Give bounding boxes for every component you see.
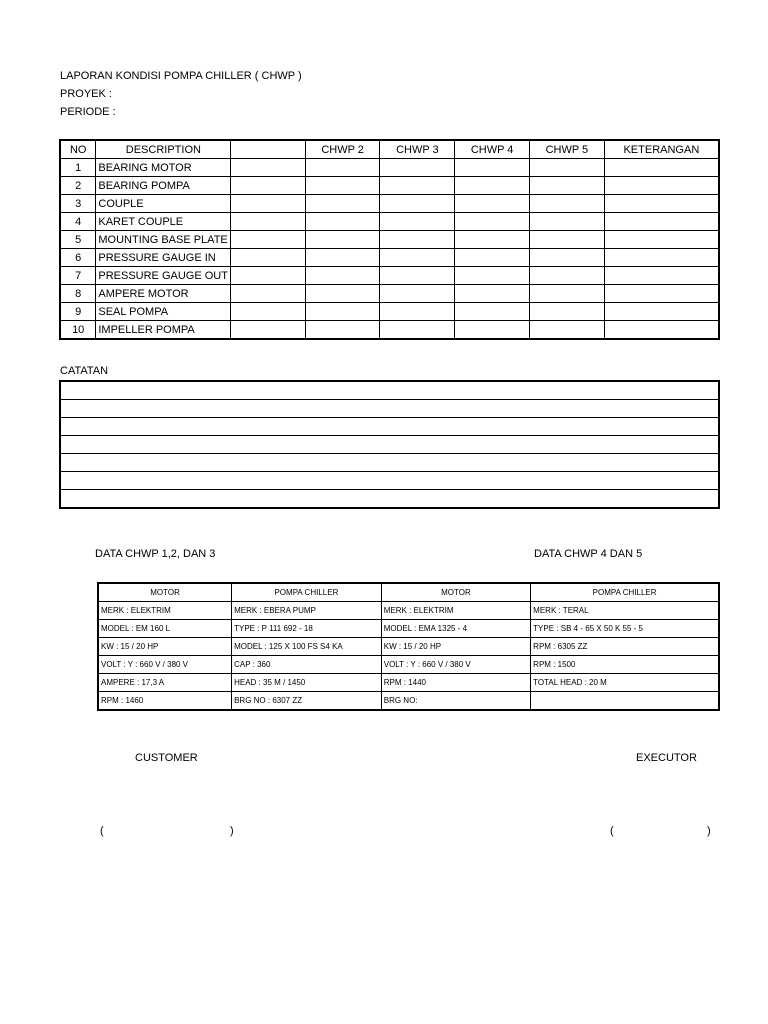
table-cell [305, 195, 380, 213]
spec-cell: KW : 15 / 20 HP [98, 638, 232, 656]
table-row [60, 177, 719, 195]
table-cell [380, 285, 455, 303]
header-blank [231, 140, 305, 159]
spec-cell: RPM : 6305 ZZ [531, 638, 719, 656]
table-row [98, 620, 719, 638]
header-chwp-2: CHWP 2 [305, 140, 380, 159]
table-row [60, 231, 719, 249]
spec-cell: VOLT : Y : 660 V / 380 V [381, 656, 530, 674]
specs-header-pompa-chiller: POMPA CHILLER [232, 583, 382, 602]
notes-line [60, 490, 719, 509]
table-cell [231, 213, 305, 231]
row-description: AMPERE MOTOR [96, 285, 231, 303]
row-description: BEARING POMPA [96, 177, 231, 195]
table-row [60, 303, 719, 321]
table-cell [380, 321, 455, 340]
notes-cell [60, 454, 719, 472]
table-row [60, 195, 719, 213]
table-cell [529, 231, 604, 249]
spec-cell [531, 692, 719, 711]
table-cell [529, 321, 604, 340]
notes-cell [60, 472, 719, 490]
executor-sign-open: ( [610, 825, 614, 837]
notes-line [60, 436, 719, 454]
table-cell [529, 267, 604, 285]
notes-cell [60, 436, 719, 454]
table-cell [604, 267, 719, 285]
row-description: BEARING MOTOR [96, 159, 231, 177]
table-cell [305, 267, 380, 285]
row-description: PRESSURE GAUGE IN [96, 249, 231, 267]
row-number: 7 [60, 267, 96, 285]
notes-label: CATATAN [60, 365, 109, 377]
table-cell [604, 231, 719, 249]
row-description: KARET COUPLE [96, 213, 231, 231]
table-cell [604, 213, 719, 231]
spec-cell: TYPE : SB 4 - 65 X 50 K 55 - 5 [531, 620, 719, 638]
table-cell [455, 321, 530, 340]
customer-sign-open: ( [100, 825, 104, 837]
spec-cell: KW : 15 / 20 HP [381, 638, 530, 656]
table-cell [455, 231, 530, 249]
table-cell [231, 267, 305, 285]
header-description: DESCRIPTION [96, 140, 231, 159]
spec-cell: MERK : ELEKTRIM [98, 602, 232, 620]
row-number: 4 [60, 213, 96, 231]
notes-table [59, 380, 720, 509]
spec-cell: VOLT : Y : 660 V / 380 V [98, 656, 232, 674]
report-title: LAPORAN KONDISI POMPA CHILLER ( CHWP ) [60, 70, 302, 82]
table-cell [604, 177, 719, 195]
row-description: IMPELLER POMPA [96, 321, 231, 340]
table-cell [305, 303, 380, 321]
table-cell [455, 249, 530, 267]
data-title-right: DATA CHWP 4 DAN 5 [534, 548, 643, 560]
notes-line [60, 400, 719, 418]
table-cell [380, 231, 455, 249]
spec-cell: AMPERE : 17,3 A [98, 674, 232, 692]
spec-cell: MODEL : EMA 1325 - 4 [381, 620, 530, 638]
table-row [98, 674, 719, 692]
executor-label: EXECUTOR [636, 752, 697, 764]
table-cell [380, 249, 455, 267]
table-cell [455, 267, 530, 285]
spec-cell: TOTAL HEAD : 20 M [531, 674, 719, 692]
row-description: MOUNTING BASE PLATE [96, 231, 231, 249]
table-cell [305, 249, 380, 267]
spec-cell: CAP : 360 [232, 656, 382, 674]
table-cell [604, 321, 719, 340]
table-cell [455, 213, 530, 231]
table-cell [305, 321, 380, 340]
row-number: 8 [60, 285, 96, 303]
table-cell [305, 213, 380, 231]
header-chwp-3: CHWP 3 [380, 140, 455, 159]
table-row [60, 267, 719, 285]
table-cell [529, 159, 604, 177]
spec-cell: HEAD : 35 M / 1450 [232, 674, 382, 692]
table-cell [604, 159, 719, 177]
table-cell [305, 285, 380, 303]
table-cell [231, 159, 305, 177]
row-number: 3 [60, 195, 96, 213]
table-cell [529, 303, 604, 321]
table-cell [231, 285, 305, 303]
table-cell [455, 159, 530, 177]
table-row [60, 285, 719, 303]
row-description: SEAL POMPA [96, 303, 231, 321]
table-row [98, 638, 719, 656]
table-cell [380, 267, 455, 285]
table-row [98, 692, 719, 711]
table-cell [604, 249, 719, 267]
data-title-left: DATA CHWP 1,2, DAN 3 [95, 548, 216, 560]
specs-header-motor: MOTOR [98, 583, 232, 602]
table-cell [380, 213, 455, 231]
table-row [60, 159, 719, 177]
header-no: NO [60, 140, 96, 159]
table-cell [455, 177, 530, 195]
notes-line [60, 381, 719, 400]
row-number: 1 [60, 159, 96, 177]
notes-cell [60, 490, 719, 509]
table-cell [455, 195, 530, 213]
condition-table [59, 139, 720, 340]
specs-table-header [98, 583, 719, 602]
table-cell [305, 231, 380, 249]
table-cell [455, 285, 530, 303]
table-cell [455, 303, 530, 321]
table-row [60, 249, 719, 267]
table-cell [231, 321, 305, 340]
table-cell [231, 303, 305, 321]
spec-cell: RPM : 1460 [98, 692, 232, 711]
table-cell [231, 249, 305, 267]
spec-cell: RPM : 1440 [381, 674, 530, 692]
notes-cell [60, 381, 719, 400]
table-cell [604, 303, 719, 321]
table-cell [231, 195, 305, 213]
row-number: 6 [60, 249, 96, 267]
spec-cell: TYPE : P 111 692 - 18 [232, 620, 382, 638]
spec-cell: BRG NO : 6307 ZZ [232, 692, 382, 711]
condition-table-header [60, 140, 719, 159]
notes-line [60, 472, 719, 490]
table-row [98, 602, 719, 620]
table-cell [305, 177, 380, 195]
project-label: PROYEK : [60, 88, 112, 100]
row-number: 9 [60, 303, 96, 321]
row-number: 5 [60, 231, 96, 249]
specs-header-motor: MOTOR [381, 583, 530, 602]
table-cell [231, 231, 305, 249]
table-row [98, 656, 719, 674]
table-cell [380, 195, 455, 213]
spec-cell: MODEL : 125 X 100 FS S4 KA [232, 638, 382, 656]
notes-cell [60, 418, 719, 436]
row-description: COUPLE [96, 195, 231, 213]
table-cell [529, 177, 604, 195]
customer-sign-close: ) [230, 825, 234, 837]
header-chwp-4: CHWP 4 [455, 140, 530, 159]
notes-cell [60, 400, 719, 418]
table-cell [529, 213, 604, 231]
customer-label: CUSTOMER [135, 752, 198, 764]
table-cell [529, 195, 604, 213]
spec-cell: MERK : ELEKTRIM [381, 602, 530, 620]
spec-cell: MODEL : EM 160 L [98, 620, 232, 638]
table-cell [305, 159, 380, 177]
table-row [60, 213, 719, 231]
executor-sign-close: ) [707, 825, 711, 837]
table-cell [380, 159, 455, 177]
table-cell [529, 285, 604, 303]
table-cell [604, 285, 719, 303]
period-label: PERIODE : [60, 106, 116, 118]
table-row [60, 321, 719, 340]
specs-table [97, 582, 720, 711]
table-cell [380, 177, 455, 195]
row-number: 2 [60, 177, 96, 195]
spec-cell: BRG NO: [381, 692, 530, 711]
table-cell [231, 177, 305, 195]
header-chwp-5: CHWP 5 [529, 140, 604, 159]
notes-line [60, 454, 719, 472]
table-cell [380, 303, 455, 321]
row-description: PRESSURE GAUGE OUT [96, 267, 231, 285]
spec-cell: MERK : EBERA PUMP [232, 602, 382, 620]
table-cell [529, 249, 604, 267]
table-cell [604, 195, 719, 213]
notes-line [60, 418, 719, 436]
row-number: 10 [60, 321, 96, 340]
spec-cell: RPM : 1500 [531, 656, 719, 674]
header-keterangan: KETERANGAN [604, 140, 719, 159]
specs-header-pompa-chiller: POMPA CHILLER [531, 583, 719, 602]
spec-cell: MERK : TERAL [531, 602, 719, 620]
